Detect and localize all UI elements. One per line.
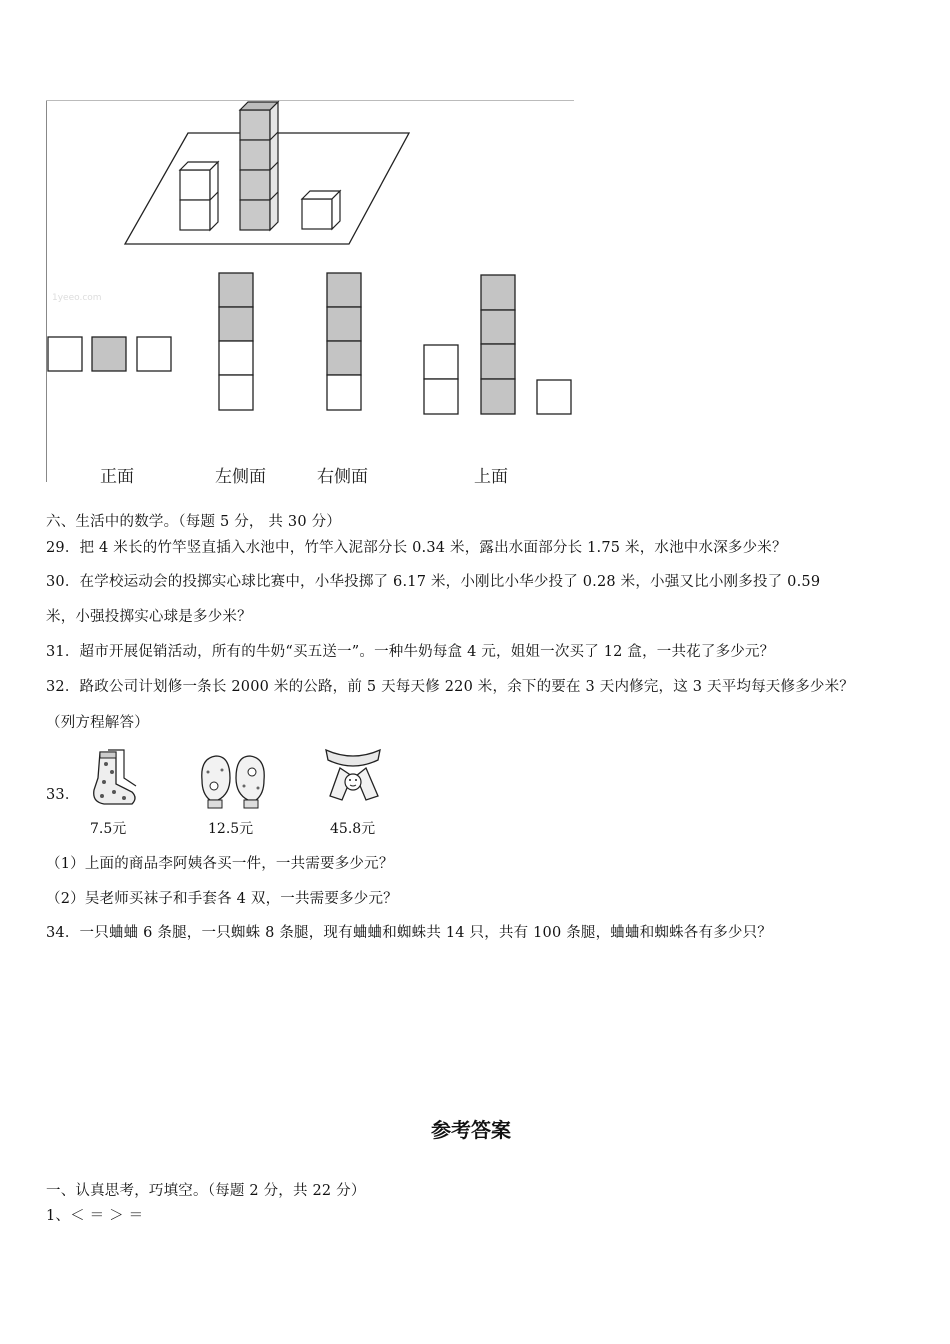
top-view xyxy=(424,275,571,414)
front-view xyxy=(48,337,171,371)
label-right-side: 右侧面 xyxy=(317,467,368,487)
socks-icon xyxy=(84,748,140,810)
left-stack xyxy=(180,162,218,230)
question-30-line1: 30．在学校运动会的投掷实心球比赛中，小华投掷了 6.17 米，小刚比小华少投了 0.28 米，小强又比小刚多投了 0.59 xyxy=(46,574,821,590)
question-32-line1: 32．路政公司计划修一条长 2000 米的公路，前 5 天每天修 220 米，余下的要在 3 天内修完，这 3 天平均每天修多少米？ xyxy=(46,679,854,695)
question-30-line2: 米，小强投掷实心球是多少米？ xyxy=(46,609,252,625)
answers-title: 参考答案 xyxy=(431,1118,511,1142)
question-31: 31．超市开展促销活动，所有的牛奶“买五送一”。一种牛奶每盒 4 元，姐姐一次买了 12 盒，一共花了多少元？ xyxy=(46,644,775,660)
gloves-icon xyxy=(196,750,270,810)
question-33-number: 33． xyxy=(46,787,80,803)
scarf-icon xyxy=(322,746,384,806)
answer-1: 1、＜ ＝ ＞ ＝ xyxy=(46,1208,144,1224)
label-front: 正面 xyxy=(100,467,134,487)
label-top: 上面 xyxy=(474,467,508,487)
question-33-sub2: （2）吴老师买袜子和手套各 4 双，一共需要多少元？ xyxy=(46,891,398,907)
socks-price: 7.5元 xyxy=(90,821,127,837)
section-6-heading: 六、生活中的数学。（每题 5 分， 共 30 分） xyxy=(46,514,341,530)
watermark: 1yeeo.com xyxy=(52,293,102,303)
question-29: 29．把 4 米长的竹竿竖直插入水池中，竹竿入泥部分长 0.34 米，露出水面部分长 1.75 米，水池中水深多少米？ xyxy=(46,540,787,556)
left-side-view xyxy=(219,273,253,410)
tall-stack xyxy=(240,102,278,230)
gloves-price: 12.5元 xyxy=(208,821,254,837)
right-side-view xyxy=(327,273,361,410)
single-cube xyxy=(302,191,340,229)
question-32-line2: （列方程解答） xyxy=(46,715,149,731)
answers-section-1: 一、认真思考，巧填空。（每题 2 分，共 22 分） xyxy=(46,1183,366,1199)
cube-figure-svg xyxy=(46,100,574,482)
question-33-sub1: （1）上面的商品李阿姨各买一件，一共需要多少元？ xyxy=(46,856,394,872)
scarf-price: 45.8元 xyxy=(330,821,376,837)
question-34: 34．一只蛐蛐 6 条腿，一只蜘蛛 8 条腿，现有蛐蛐和蜘蛛共 14 只，共有 100 条腿，蛐蛐和蜘蛛各有多少只？ xyxy=(46,925,772,941)
label-left-side: 左侧面 xyxy=(215,467,266,487)
cube-views-figure xyxy=(46,100,574,482)
